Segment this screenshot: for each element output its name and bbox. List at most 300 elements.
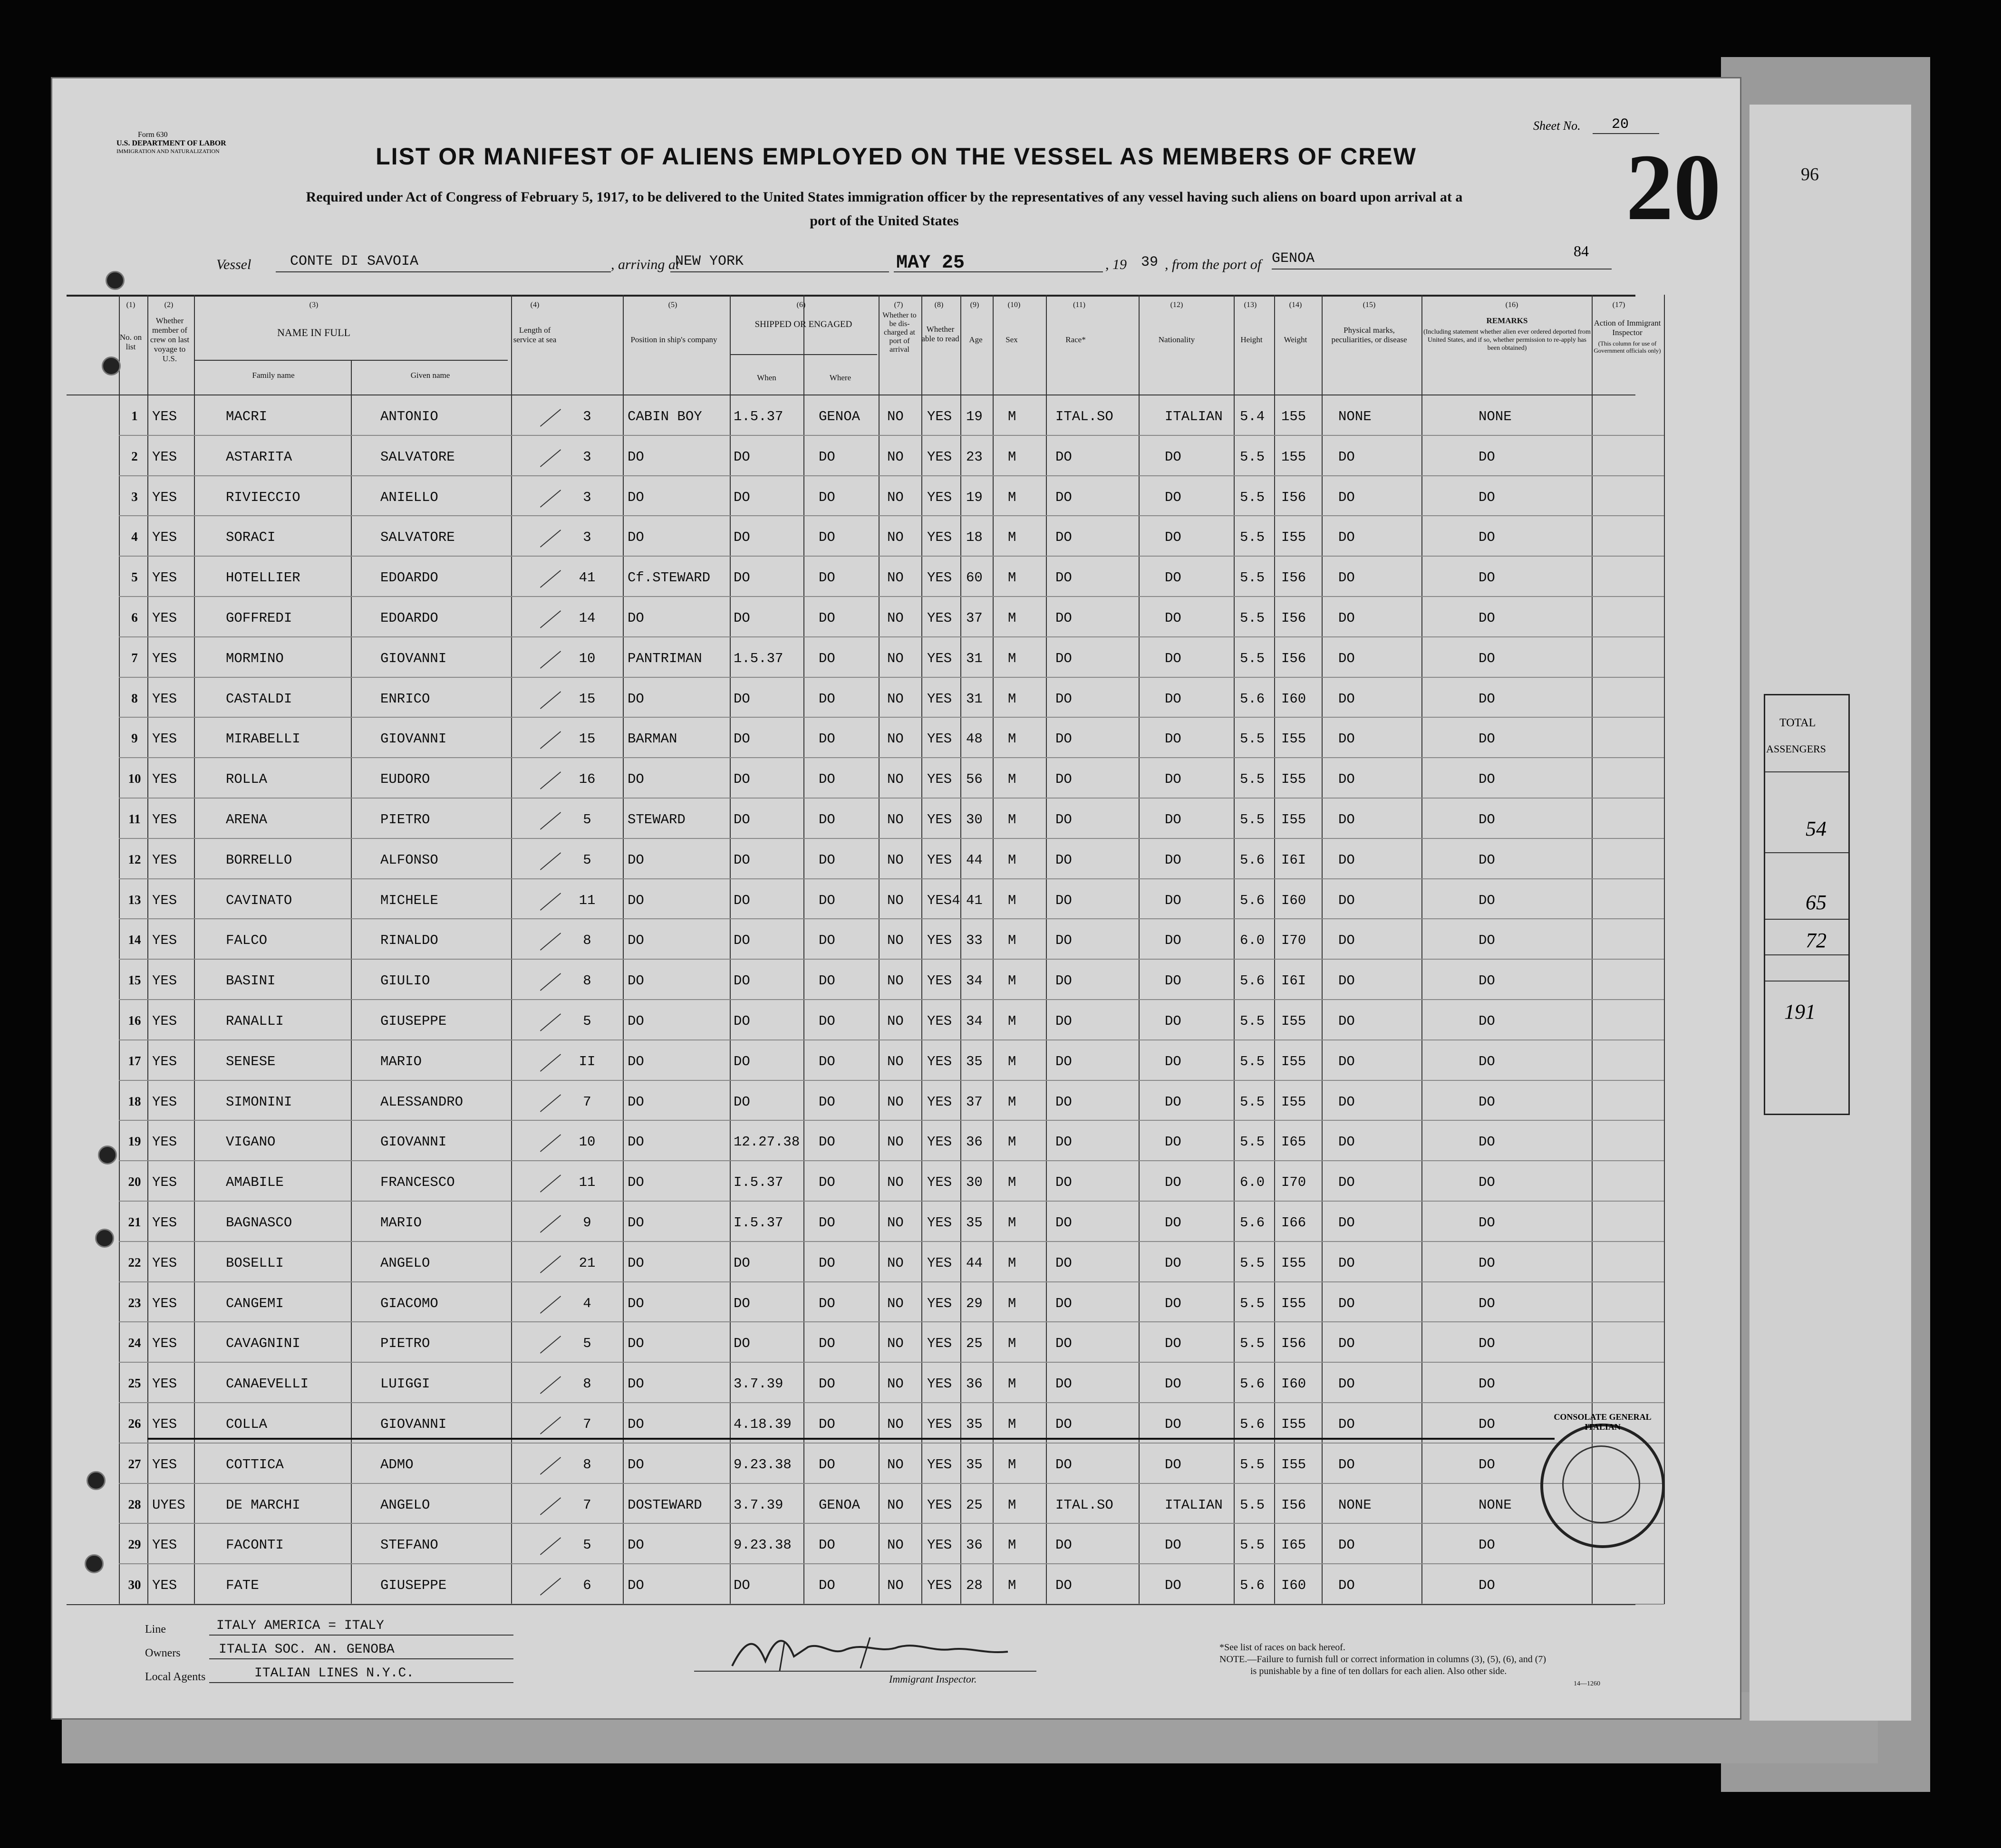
remarks: DO bbox=[1479, 933, 1495, 949]
shipped-when: DO bbox=[734, 610, 750, 626]
shipped-when: 1.5.37 bbox=[734, 650, 783, 666]
age: 35 bbox=[966, 1215, 983, 1231]
column-rule bbox=[1234, 295, 1235, 1604]
length-of-service: 10 bbox=[579, 650, 596, 666]
position: PANTRIMAN bbox=[628, 650, 702, 666]
member-value: YES bbox=[152, 1013, 177, 1029]
member-value: YES bbox=[152, 449, 177, 465]
able-to-read: YES bbox=[927, 771, 952, 788]
shipped-when: 9.23.38 bbox=[734, 1537, 792, 1553]
shipped-when: DO bbox=[734, 1336, 750, 1352]
col-num: (2) bbox=[164, 301, 174, 309]
position: Cf.STEWARD bbox=[628, 570, 711, 586]
department: U.S. DEPARTMENT OF LABOR bbox=[116, 139, 226, 147]
length-of-service: 4 bbox=[583, 1295, 591, 1311]
age: 36 bbox=[966, 1376, 983, 1392]
row-rule bbox=[119, 515, 1664, 516]
sex: M bbox=[1008, 1094, 1016, 1110]
sex: M bbox=[1008, 731, 1016, 747]
physical-marks: NONE bbox=[1338, 409, 1372, 424]
agents-label: Local Agents bbox=[145, 1671, 206, 1683]
height: 5.5 bbox=[1240, 650, 1265, 666]
row-rule bbox=[119, 838, 1664, 839]
shipped-when: I.5.37 bbox=[734, 1174, 783, 1191]
member-value: YES bbox=[152, 409, 177, 424]
row-rule bbox=[119, 717, 1664, 718]
family-name: HOTELLIER bbox=[226, 570, 300, 586]
footer-top-border bbox=[67, 1604, 1635, 1605]
weight: I56 bbox=[1281, 1497, 1306, 1513]
position: DO bbox=[628, 771, 644, 788]
row-number: 23 bbox=[128, 1295, 141, 1310]
col-header-weight: Weight bbox=[1284, 335, 1307, 344]
length-of-service: 5 bbox=[583, 1537, 591, 1553]
nationality: DO bbox=[1165, 1174, 1181, 1191]
shipped-where: DO bbox=[819, 570, 835, 586]
row-number: 19 bbox=[128, 1134, 141, 1149]
position: DO bbox=[628, 449, 644, 465]
fine-note-line1: NOTE.—Failure to furnish full or correct information in columns (3), (5), (6), and (7) bbox=[1219, 1654, 1547, 1665]
owners-label: Owners bbox=[145, 1647, 181, 1659]
tick-mark bbox=[540, 1376, 561, 1394]
remarks: DO bbox=[1479, 812, 1495, 828]
tick-mark bbox=[540, 893, 561, 911]
from-port-value: GENOA bbox=[1272, 250, 1315, 267]
length-of-service: 3 bbox=[583, 489, 591, 505]
member-value: YES bbox=[152, 1174, 177, 1191]
given-name: GIOVANNI bbox=[380, 1134, 447, 1150]
age: 30 bbox=[966, 812, 983, 828]
sex: M bbox=[1008, 1497, 1016, 1513]
age: 35 bbox=[966, 1416, 983, 1432]
shipped-where: DO bbox=[819, 1094, 835, 1110]
able-to-read: YES bbox=[927, 933, 952, 949]
age: 19 bbox=[966, 489, 983, 505]
physical-marks: DO bbox=[1338, 1295, 1355, 1311]
remarks: DO bbox=[1479, 973, 1495, 989]
agents-value: ITALIAN LINES N.Y.C. bbox=[254, 1666, 415, 1681]
shipped-where: DO bbox=[819, 731, 835, 747]
tick-mark bbox=[540, 1336, 561, 1354]
race: DO bbox=[1055, 610, 1072, 626]
position: DO bbox=[628, 1134, 644, 1150]
height: 5.5 bbox=[1240, 1497, 1265, 1513]
length-of-service: 7 bbox=[583, 1416, 591, 1432]
tick-mark bbox=[540, 1174, 561, 1193]
length-of-service: 21 bbox=[579, 1255, 596, 1271]
age: 31 bbox=[966, 691, 983, 707]
length-of-service: 15 bbox=[579, 731, 596, 747]
race: DO bbox=[1055, 1456, 1072, 1473]
physical-marks: DO bbox=[1338, 691, 1355, 707]
remarks: DO bbox=[1479, 1578, 1495, 1594]
height: 5.5 bbox=[1240, 731, 1265, 747]
nationality: DO bbox=[1165, 1416, 1181, 1432]
column-rule bbox=[1139, 295, 1140, 1604]
length-of-service: II bbox=[579, 1053, 596, 1069]
height: 5.5 bbox=[1240, 489, 1265, 505]
height: 5.5 bbox=[1240, 812, 1265, 828]
age: 37 bbox=[966, 610, 983, 626]
age: 29 bbox=[966, 1295, 983, 1311]
height: 5.5 bbox=[1240, 1295, 1265, 1311]
race: DO bbox=[1055, 691, 1072, 707]
length-of-service: 8 bbox=[583, 973, 591, 989]
position: CABIN BOY bbox=[628, 409, 702, 424]
age: 33 bbox=[966, 933, 983, 949]
shipped-when: DO bbox=[734, 1094, 750, 1110]
discharged: NO bbox=[887, 812, 904, 828]
shipped-where: DO bbox=[819, 449, 835, 465]
able-to-read: YES bbox=[927, 1013, 952, 1029]
shipped-where: DO bbox=[819, 1578, 835, 1594]
age: 18 bbox=[966, 529, 983, 546]
given-name: LUIGGI bbox=[380, 1376, 430, 1392]
shipped-where: DO bbox=[819, 812, 835, 828]
age: 25 bbox=[966, 1336, 983, 1352]
shipped-where: DO bbox=[819, 1215, 835, 1231]
total-value: 54 bbox=[1806, 817, 1827, 840]
discharged: NO bbox=[887, 852, 904, 868]
family-name: FACONTI bbox=[226, 1537, 284, 1553]
family-name: CASTALDI bbox=[226, 691, 292, 707]
given-name: SALVATORE bbox=[380, 449, 455, 465]
col-header-height: Height bbox=[1240, 335, 1263, 344]
position: DO bbox=[628, 1094, 644, 1110]
race: ITAL.SO bbox=[1055, 409, 1113, 424]
race: DO bbox=[1055, 1336, 1072, 1352]
discharged: NO bbox=[887, 1336, 904, 1352]
row-rule bbox=[119, 596, 1664, 597]
family-name: CANGEMI bbox=[226, 1295, 284, 1311]
remarks: NONE bbox=[1479, 409, 1512, 424]
sex: M bbox=[1008, 1134, 1016, 1150]
big-sheet-number: 20 bbox=[1626, 135, 1721, 240]
shipped-when: DO bbox=[734, 852, 750, 868]
shipped-where: DO bbox=[819, 1416, 835, 1432]
shipped-where: DO bbox=[819, 489, 835, 505]
shipped-when: I.5.37 bbox=[734, 1215, 783, 1231]
weight: I6I bbox=[1281, 852, 1306, 868]
able-to-read: YES bbox=[927, 610, 952, 626]
length-of-service: 5 bbox=[583, 812, 591, 828]
physical-marks: DO bbox=[1338, 1456, 1355, 1473]
age: 35 bbox=[966, 1456, 983, 1473]
family-name: DE MARCHI bbox=[226, 1497, 300, 1513]
col-num: (1) bbox=[126, 301, 135, 309]
tick-mark bbox=[540, 771, 561, 789]
height: 5.5 bbox=[1240, 570, 1265, 586]
tick-mark bbox=[540, 1013, 561, 1031]
physical-marks: DO bbox=[1338, 973, 1355, 989]
tick-mark bbox=[540, 1296, 561, 1314]
col-header-member: Whether member of crew on last voyage to U.S. bbox=[150, 316, 190, 363]
remarks: DO bbox=[1479, 1215, 1495, 1231]
member-value: YES bbox=[152, 489, 177, 505]
physical-marks: DO bbox=[1338, 529, 1355, 546]
remarks: DO bbox=[1479, 1376, 1495, 1392]
remarks: DO bbox=[1479, 529, 1495, 546]
sex: M bbox=[1008, 1537, 1016, 1553]
age: 60 bbox=[966, 570, 983, 586]
height: 5.5 bbox=[1240, 1013, 1265, 1029]
shipped-where: DO bbox=[819, 1537, 835, 1553]
shipped-when: 12.27.38 bbox=[734, 1134, 800, 1150]
age: 37 bbox=[966, 1094, 983, 1110]
race: DO bbox=[1055, 489, 1072, 505]
family-name: AMABILE bbox=[226, 1174, 284, 1191]
position: DO bbox=[628, 529, 644, 546]
row-rule bbox=[119, 1160, 1664, 1161]
physical-marks: DO bbox=[1338, 1336, 1355, 1352]
nationality: DO bbox=[1165, 1134, 1181, 1150]
nationality: DO bbox=[1165, 1578, 1181, 1594]
remarks: DO bbox=[1479, 1174, 1495, 1191]
shipped-when: DO bbox=[734, 449, 750, 465]
race: DO bbox=[1055, 570, 1072, 586]
family-name: BOSELLI bbox=[226, 1255, 284, 1271]
race: DO bbox=[1055, 1053, 1072, 1069]
tick-mark bbox=[540, 812, 561, 830]
row-rule bbox=[119, 1241, 1664, 1242]
discharged: NO bbox=[887, 650, 904, 666]
family-name: FALCO bbox=[226, 933, 268, 949]
row-number: 9 bbox=[131, 731, 138, 746]
able-to-read: YES bbox=[927, 1094, 952, 1110]
weight: I55 bbox=[1281, 1416, 1306, 1432]
able-to-read: YES bbox=[927, 1416, 952, 1432]
row-rule bbox=[119, 475, 1664, 476]
fine-note-line2: is punishable by a fine of ten dollars for each alien. Also other side. bbox=[1250, 1666, 1507, 1676]
col-num: (4) bbox=[530, 301, 540, 309]
col-header-no: No. on list bbox=[119, 333, 142, 351]
column-rule bbox=[993, 295, 994, 1604]
arrival-date: MAY 25 bbox=[896, 252, 965, 274]
binder-hole bbox=[87, 1471, 106, 1490]
shipped-when: DO bbox=[734, 771, 750, 788]
row-rule bbox=[119, 1080, 1664, 1081]
age: 44 bbox=[966, 852, 983, 868]
tick-mark bbox=[540, 1578, 561, 1596]
member-value: YES bbox=[152, 892, 177, 908]
year-label: , 19 bbox=[1105, 257, 1127, 272]
shipped-where: DO bbox=[819, 1053, 835, 1069]
sex: M bbox=[1008, 570, 1016, 586]
length-of-service: 9 bbox=[583, 1215, 591, 1231]
able-to-read: YES bbox=[927, 529, 952, 546]
col-header-action: Action of Immigrant Inspector bbox=[1594, 318, 1661, 337]
sex: M bbox=[1008, 1376, 1016, 1392]
remarks: DO bbox=[1479, 1255, 1495, 1271]
column-rule bbox=[803, 295, 804, 1604]
row-number: 13 bbox=[128, 892, 141, 907]
family-name: COLLA bbox=[226, 1416, 268, 1432]
row-number: 15 bbox=[128, 973, 141, 988]
line-label: Line bbox=[145, 1623, 166, 1636]
row-rule bbox=[119, 999, 1664, 1000]
weight: I60 bbox=[1281, 1376, 1306, 1392]
inspector-signature bbox=[727, 1628, 1013, 1680]
shipped-where: DO bbox=[819, 1376, 835, 1392]
remarks: DO bbox=[1479, 1094, 1495, 1110]
nationality: DO bbox=[1165, 1215, 1181, 1231]
row-number: 28 bbox=[128, 1497, 141, 1511]
shipped-where: DO bbox=[819, 610, 835, 626]
weight: I56 bbox=[1281, 1336, 1306, 1352]
position: BARMAN bbox=[628, 731, 677, 747]
sex: M bbox=[1008, 610, 1016, 626]
height: 6.0 bbox=[1240, 1174, 1265, 1191]
totals-header-line1: TOTAL bbox=[1779, 717, 1816, 729]
given-name: ADMO bbox=[380, 1456, 414, 1473]
nationality: DO bbox=[1165, 1013, 1181, 1029]
sex: M bbox=[1008, 1255, 1016, 1271]
weight: 155 bbox=[1281, 449, 1306, 465]
member-value: YES bbox=[152, 852, 177, 868]
physical-marks: DO bbox=[1338, 1174, 1355, 1191]
length-of-service: 14 bbox=[579, 610, 596, 626]
col-header-nationality: Nationality bbox=[1158, 335, 1195, 344]
discharged: NO bbox=[887, 771, 904, 788]
able-to-read: YES bbox=[927, 973, 952, 989]
sex: M bbox=[1008, 812, 1016, 828]
shipped-when: DO bbox=[734, 933, 750, 949]
position: DO bbox=[628, 1537, 644, 1553]
col-header-remarks-note: (Including statement whether alien ever ordered deported from United States, and if so, whether permission to re-apply has been obtained) bbox=[1423, 328, 1591, 352]
nationality: DO bbox=[1165, 449, 1181, 465]
sheet-number: 20 bbox=[1612, 116, 1629, 133]
nationality: DO bbox=[1165, 731, 1181, 747]
height: 5.5 bbox=[1240, 449, 1265, 465]
row-rule bbox=[119, 435, 1664, 436]
shipped-when: DO bbox=[734, 570, 750, 586]
member-value: YES bbox=[152, 610, 177, 626]
able-to-read: YES bbox=[927, 1336, 952, 1352]
line-value: ITALY AMERICA = ITALY bbox=[216, 1618, 384, 1633]
row-number: 12 bbox=[128, 852, 141, 866]
discharged: NO bbox=[887, 1537, 904, 1553]
position: DO bbox=[628, 691, 644, 707]
able-to-read: YES bbox=[927, 449, 952, 465]
weight: I55 bbox=[1281, 812, 1306, 828]
shipped-when: DO bbox=[734, 1255, 750, 1271]
family-name: MACRI bbox=[226, 409, 268, 424]
row-number: 16 bbox=[128, 1013, 141, 1028]
family-name: VIGANO bbox=[226, 1134, 276, 1150]
shipped-when: DO bbox=[734, 1013, 750, 1029]
page-title: LIST OR MANIFEST OF ALIENS EMPLOYED ON THE VESSEL AS MEMBERS OF CREW bbox=[376, 143, 1417, 170]
length-of-service: 11 bbox=[579, 892, 596, 908]
length-of-service: 3 bbox=[583, 529, 591, 546]
physical-marks: DO bbox=[1338, 852, 1355, 868]
able-to-read: YES bbox=[927, 650, 952, 666]
height: 5.4 bbox=[1240, 409, 1265, 424]
row-number: 18 bbox=[128, 1094, 141, 1108]
column-rule bbox=[730, 295, 731, 1604]
discharged: NO bbox=[887, 691, 904, 707]
member-value: YES bbox=[152, 691, 177, 707]
shipped-where: DO bbox=[819, 1174, 835, 1191]
sex: M bbox=[1008, 1013, 1016, 1029]
discharged: NO bbox=[887, 1215, 904, 1231]
family-name: GOFFREDI bbox=[226, 610, 292, 626]
weight: I66 bbox=[1281, 1215, 1306, 1231]
nationality: DO bbox=[1165, 529, 1181, 546]
physical-marks: DO bbox=[1338, 1376, 1355, 1392]
race: DO bbox=[1055, 1094, 1072, 1110]
member-value: YES bbox=[152, 1336, 177, 1352]
margin-number: 84 bbox=[1574, 242, 1589, 260]
member-value: YES bbox=[152, 1456, 177, 1473]
race: DO bbox=[1055, 1013, 1072, 1029]
member-value: YES bbox=[152, 731, 177, 747]
given-name: FRANCESCO bbox=[380, 1174, 455, 1191]
row-number: 8 bbox=[131, 691, 138, 705]
length-of-service: 6 bbox=[583, 1578, 591, 1594]
position: DO bbox=[628, 1376, 644, 1392]
shipped-when: DO bbox=[734, 1053, 750, 1069]
family-name: FATE bbox=[226, 1578, 259, 1594]
row-number: 14 bbox=[128, 933, 141, 947]
column-rule bbox=[1274, 295, 1275, 1604]
position: DO bbox=[628, 1174, 644, 1191]
nationality: DO bbox=[1165, 892, 1181, 908]
row-number: 10 bbox=[128, 771, 141, 786]
shipped-when: 3.7.39 bbox=[734, 1497, 783, 1513]
row-rule bbox=[119, 798, 1664, 799]
discharged: NO bbox=[887, 933, 904, 949]
remarks: DO bbox=[1479, 449, 1495, 465]
sex: M bbox=[1008, 1456, 1016, 1473]
race: DO bbox=[1055, 1578, 1072, 1594]
physical-marks: DO bbox=[1338, 731, 1355, 747]
family-name: MIRABELLI bbox=[226, 731, 300, 747]
physical-marks: DO bbox=[1338, 933, 1355, 949]
member-value: YES bbox=[152, 1537, 177, 1553]
race: ITAL.SO bbox=[1055, 1497, 1113, 1513]
shipped-where: DO bbox=[819, 1295, 835, 1311]
given-name: GIULIO bbox=[380, 973, 430, 989]
col-header-physical: Physical marks, peculiarities, or disease bbox=[1331, 326, 1407, 344]
race: DO bbox=[1055, 771, 1072, 788]
shipped-when: DO bbox=[734, 973, 750, 989]
weight: I56 bbox=[1281, 650, 1306, 666]
races-note: *See list of races on back hereof. bbox=[1219, 1642, 1345, 1653]
tick-mark bbox=[540, 1094, 561, 1112]
position: DO bbox=[628, 973, 644, 989]
family-name: MORMINO bbox=[226, 650, 284, 666]
given-name: GIACOMO bbox=[380, 1295, 438, 1311]
physical-marks: DO bbox=[1338, 1134, 1355, 1150]
given-name: EDOARDO bbox=[380, 570, 438, 586]
sex: M bbox=[1008, 1416, 1016, 1432]
shipped-when: 3.7.39 bbox=[734, 1376, 783, 1392]
family-name: SENESE bbox=[226, 1053, 276, 1069]
family-name: CAVAGNINI bbox=[226, 1336, 300, 1352]
tick-mark bbox=[540, 1538, 561, 1556]
tick-mark bbox=[540, 1054, 561, 1072]
col-num: (14) bbox=[1289, 301, 1302, 309]
corner-number: 96 bbox=[1801, 164, 1819, 184]
nationality: DO bbox=[1165, 1336, 1181, 1352]
able-to-read: YES bbox=[927, 812, 952, 828]
race: DO bbox=[1055, 1174, 1072, 1191]
weight: I55 bbox=[1281, 1255, 1306, 1271]
length-of-service: 8 bbox=[583, 1376, 591, 1392]
able-to-read: YES bbox=[927, 1578, 952, 1594]
col-num: (13) bbox=[1244, 301, 1257, 309]
remarks: DO bbox=[1479, 1053, 1495, 1069]
